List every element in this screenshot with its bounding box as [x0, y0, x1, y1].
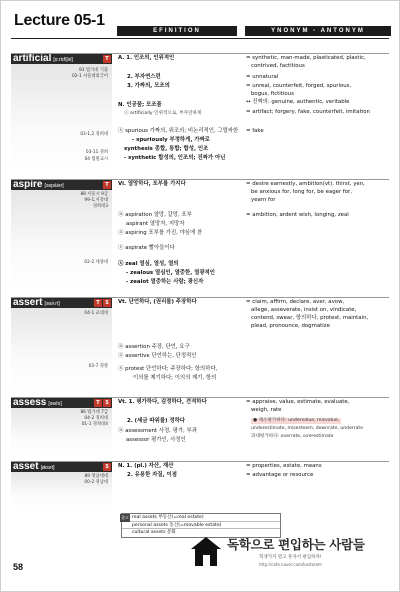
pronunciation: [əsés]: [48, 401, 62, 407]
frequency-note: 88 서울시 9급: [80, 192, 108, 197]
definition-line: - zealous 열심인, 열중한, 열광적인: [126, 270, 215, 276]
definition-line: assessor 평가인, 사정인: [126, 437, 186, 443]
frequency-note: 89 영남대대: [84, 474, 108, 479]
frequency-note: 93 법가대 기출: [79, 68, 108, 73]
pos-tag: T: [94, 299, 102, 307]
definition-line: Vi. 열망하다, 포부를 가지다: [118, 181, 186, 187]
pos-tags: [94, 399, 111, 407]
definition-line: ⓝ aspiration 열망, 갈망, 포부: [118, 212, 192, 218]
reference-note-row: personal assets 동산(=movable estate): [122, 522, 280, 530]
frequency-note: 99-1,서강대: [84, 198, 108, 203]
pos-tags: [94, 299, 111, 307]
synonym-line: contrived, factitious: [251, 63, 305, 69]
headword: [11, 54, 112, 64]
pronunciation: [ɑːrtɪfíʃəl]: [53, 57, 73, 63]
definition-line: 2. (세금 따위를) 정하다: [127, 418, 186, 424]
definition-line: ⓢ zeal 열심, 열성, 열의: [118, 261, 179, 267]
pos-tag: T: [103, 181, 111, 189]
reference-note-row: cultural assets 문화: [132, 530, 176, 535]
frequency-note: 02-2 세종대: [84, 260, 108, 265]
frequency-note: 03-1,2 경희대: [80, 132, 108, 137]
entry-artificial: [11, 53, 389, 173]
header-rule: [11, 38, 389, 39]
synonym-line: contend, swear, 항의하다, protest, maintain,: [251, 315, 369, 321]
synonym-line: underestimate, misesteem, downrate, underrate: [251, 426, 364, 431]
synonym-line: = advantage or resource: [246, 472, 314, 478]
frequency-note: 04-1 교대대: [84, 311, 108, 316]
pos-tag: T: [103, 55, 111, 63]
definition-line: ⓢ spurious 가짜의, 위조의; 비논리적인, 그럴싸한: [118, 128, 239, 134]
synonym-line: 과대평가하다: overrate, overestimate: [251, 434, 334, 439]
pos-tags: [103, 181, 111, 189]
definition-header: EFINITION: [117, 26, 237, 36]
entry-left-panel: [11, 308, 112, 391]
definition-line: N. 1. (pl.) 자산, 재산: [118, 463, 174, 469]
definition-line: aspirant 열망자, 지망자: [126, 221, 185, 227]
frequency-note: 04-2 경희대: [84, 416, 108, 421]
pos-tag: S: [103, 463, 111, 471]
headword-text: assert: [13, 298, 43, 308]
frequency-note: 02-1 서울대외국어: [71, 74, 108, 79]
definition-line: N. 인공품; 모조품: [118, 102, 162, 108]
pronunciation: [əsə́ːrt]: [44, 301, 60, 307]
synonym-line: = claim, affirm, declare, aver, avow,: [246, 299, 345, 305]
headword-text: assess: [13, 398, 47, 408]
pos-tags: [103, 463, 111, 471]
watermark-url: http://cafe.naver.com/kostorem: [259, 562, 322, 567]
frequency-note: 경희대3: [92, 204, 108, 209]
frequency-note: 00-2 경남대: [84, 480, 108, 485]
house-icon: [189, 535, 223, 569]
synonym-line: weigh, rate: [251, 407, 282, 413]
pos-tag: T: [94, 399, 102, 407]
synonym-line: = properties, estate, means: [246, 463, 322, 469]
headword-text: artificial: [13, 54, 52, 64]
synonym-line: = desire earnestly, ambition(vt), thirst, yen,: [246, 181, 365, 187]
headword-text: asset: [13, 462, 39, 472]
reference-note-row: real assets 부동산(=real estate): [122, 514, 280, 522]
pos-tags: [103, 55, 111, 63]
headword: [11, 180, 112, 190]
lecture-title: Lecture 05-1: [14, 12, 105, 29]
headword-text: aspire: [13, 180, 43, 190]
watermark: [189, 531, 394, 581]
entry-aspire: [11, 179, 389, 291]
definition-line: 3. 가짜의, 모조의: [127, 83, 170, 89]
definition-line: 2. 유용한 자질, 이점: [127, 472, 177, 478]
entry-left-panel: [11, 472, 112, 509]
synonym-line: allege, asseverate, insist on, vindicate,: [251, 307, 357, 313]
entry-left-panel: [11, 190, 112, 291]
entry-assert: [11, 297, 389, 391]
frequency-note: 86 법가대 7급: [80, 410, 108, 415]
synonym-line: = unnatural: [246, 74, 279, 80]
definition-line: - zealot 열중하는 사람; 광신자: [126, 279, 204, 285]
pos-tag: S: [103, 399, 111, 407]
definition-line: 2. 부자연스런: [127, 74, 161, 80]
synonym-line: = ambition, ardent wish, longing, zeal: [246, 212, 349, 218]
synonym-line: ● 제소평가하다: undervalue, misvalue,: [253, 418, 340, 423]
pos-tag: S: [103, 299, 111, 307]
synonym-line: ↔ 진짜의: genuine, authentic, veritable: [246, 99, 350, 105]
entry-asset: [11, 461, 389, 509]
synonym-line: yearn for: [251, 197, 276, 203]
frequency-note: 01-1 경희대4: [81, 422, 108, 427]
page-number: 58: [13, 562, 24, 572]
definition-line: Vt. 단언하다, (권리를) 주장하다: [118, 299, 197, 305]
watermark-title: 독학으로 편입하는 사람들: [227, 537, 365, 552]
definition-line: ⓐ aspiring 포부를 가진, 야심에 찬: [118, 230, 203, 236]
definition-line: ⓢ protest 단언하다; 주장하다; 항의하다,: [118, 366, 218, 372]
frequency-note: 03-11 경희: [85, 150, 108, 155]
definition-line: ⓐ artificially 인위적으로, 부자연하게: [124, 111, 202, 116]
definition-line: 이의를 제기하다; 이의의 제기, 항의: [133, 375, 217, 381]
definition-line: synthesis 종합, 통합; 합성, 인조: [124, 146, 209, 152]
reference-note-label: 참고: [121, 515, 129, 520]
definition-line: ⓢ aspirate 빨아들이다: [118, 245, 175, 251]
synonym-line: = appraise, value, estimate, evaluate,: [246, 399, 350, 405]
synonym-line: = synthetic, man-made, plasticated, plastic,: [246, 55, 366, 61]
synonym-line: bogus, fictitious: [251, 91, 294, 97]
definition-line: - synthetic 합성의, 인조의; 진짜가 아닌: [124, 155, 226, 161]
pronunciation: [əspáiər]: [44, 183, 64, 189]
synonym-line: = artifact; forgery, fake, counterfeit, imitation: [246, 109, 370, 115]
synonym-line: plead, pronounce, dogmatize: [251, 323, 330, 329]
watermark-subtitle: 혁생가지 말고 혼자서 편입하자!: [259, 555, 322, 560]
definition-line: ⓐ assertive 단언하는, 단정적인: [118, 353, 197, 359]
definition-line: ⓝ assessment 사정, 평가, 부과: [118, 428, 197, 434]
synonym-line: = unreal, counterfeit, forged, spurious,: [246, 83, 352, 89]
pronunciation: [ǽset]: [40, 465, 55, 471]
frequency-note: 04 법원교시: [84, 157, 108, 162]
synonym-line: be anxious for, long for, be eager for,: [251, 189, 352, 195]
entry-left-panel: [11, 64, 112, 173]
synonym-antonym-header: YNONYM - ANTONYM: [245, 26, 391, 36]
definition-line: ⓝ assertion 주장, 단언, 요구: [118, 344, 190, 350]
definition-line: - spuriously 부정하게, 가짜로: [132, 137, 210, 143]
definition-line: A. 1. 인조의, 인위적인: [118, 55, 175, 61]
definition-line: Vt. 1. 평가하다, 감정하다, 견적하다: [118, 399, 207, 405]
entry-assess: [11, 397, 389, 457]
entry-left-panel: [11, 408, 112, 457]
frequency-note: 03-7 경찰: [88, 364, 108, 369]
headword: [11, 462, 112, 472]
synonym-line: = fake: [246, 128, 264, 134]
